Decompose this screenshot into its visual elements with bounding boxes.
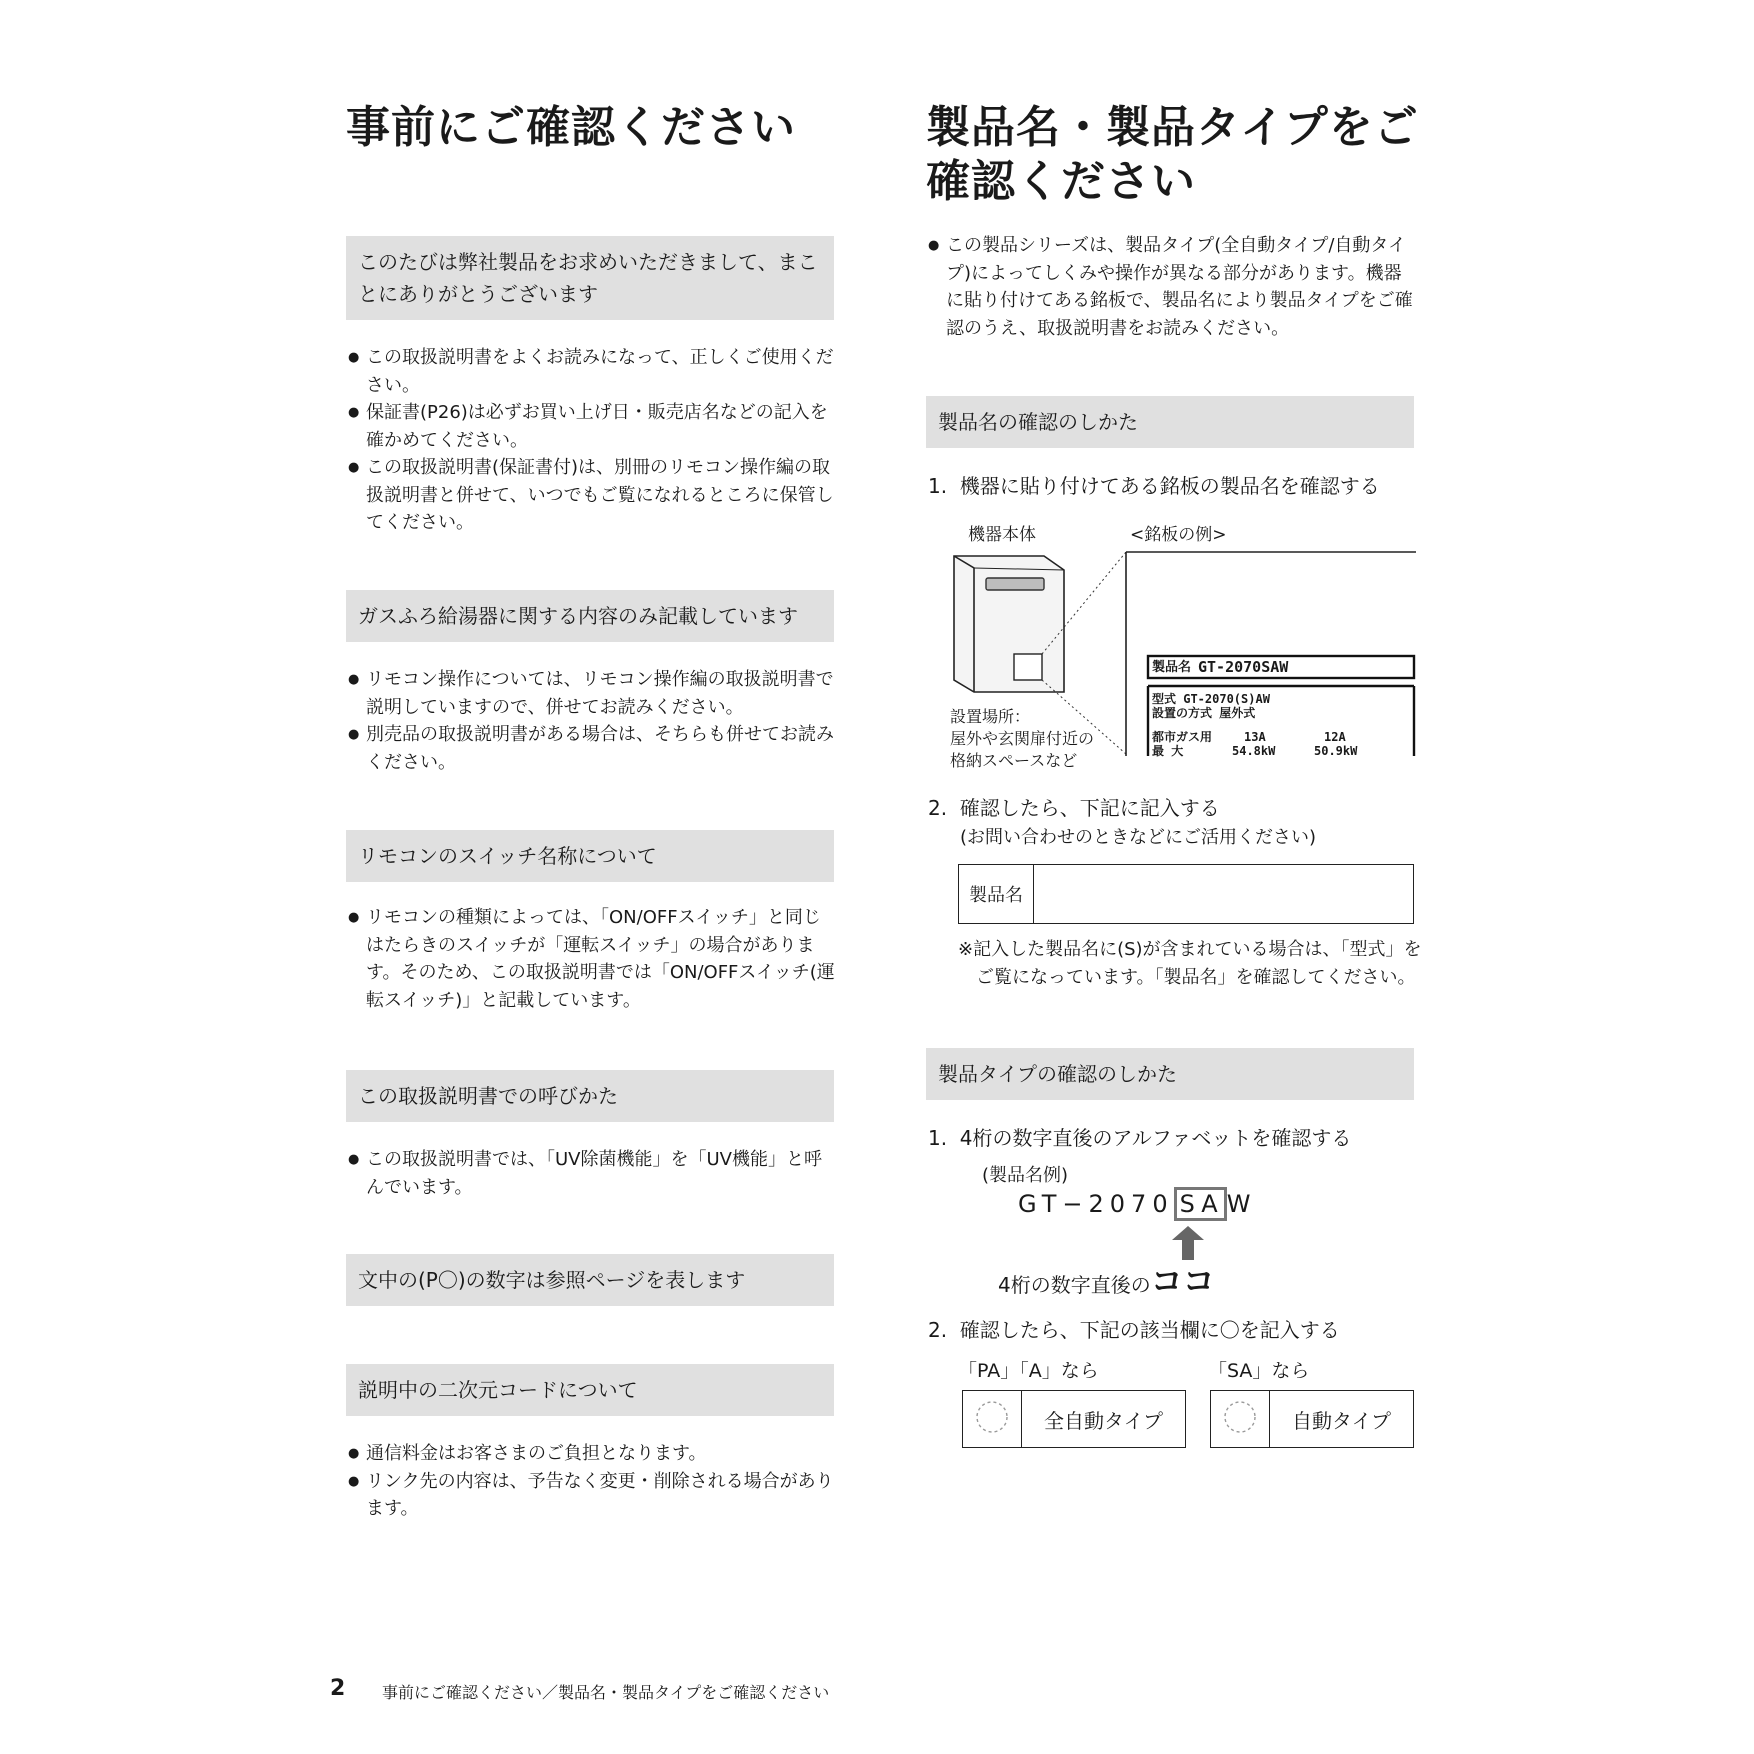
section-heading-product-type-text: 製品タイプの確認のしかた — [938, 1062, 1177, 1086]
section-heading-qr — [346, 1364, 834, 1416]
section-heading-product-name-text: 製品名の確認のしかた — [938, 410, 1138, 434]
example-label: (製品名例) — [982, 1165, 1069, 1186]
plate-install-line: 設置の方式 屋外式 — [1152, 706, 1256, 720]
option-b-box — [1210, 1390, 1414, 1448]
list-item: ● この取扱説明書(保証書付)は、別冊のリモコン操作編の取扱説明書と併せて、いつでもご覧になれるところに保管してください。 — [348, 454, 836, 537]
right-page-title-line1: 製品名・製品タイプをご — [926, 102, 1419, 153]
section-heading-thanks — [346, 236, 834, 320]
list-item: ● 保証書(P26)は必ずお買い上げ日・販売店名などの記入を確かめてください。 — [348, 399, 836, 454]
section-heading-product-type — [926, 1048, 1414, 1100]
product-name-record-table — [958, 864, 1414, 924]
location-label: 設置場所： — [950, 707, 1031, 726]
section-heading-gas — [346, 590, 834, 642]
product-name-field[interactable] — [1034, 865, 1414, 924]
unit-display-slot — [986, 578, 1044, 590]
unit-body-shape — [954, 556, 1064, 692]
plate-gas-12a: 12A — [1324, 730, 1346, 744]
section-heading-remote-switch — [346, 830, 834, 882]
option-a-label: 「PA」「A」なら — [958, 1360, 1099, 1382]
list-item: ● リモコンの種類によっては、「ON/OFFスイッチ」と同じはたらきのスイッチが「運転スイッチ」の場合があります。そのため、この取扱説明書では「ON/OFFスイッチ(運転スイッチ)」と記載しています。 — [348, 904, 836, 1014]
dashed-circle-icon — [1222, 1399, 1258, 1435]
pointer-caption — [998, 1256, 1215, 1302]
section-heading-naming — [346, 1070, 834, 1122]
example-model-suffix: W — [1226, 1190, 1257, 1218]
list-item: ● 通信料金はお客さまのご負担となります。 — [348, 1440, 836, 1468]
plate-gas-13a: 13A — [1244, 730, 1266, 744]
bullet-list-remote-switch — [348, 904, 836, 1014]
label-plate-example: <銘板の例> — [1130, 525, 1227, 545]
step2-product-name: 2. 確認したら、下記に記入する — [928, 796, 1220, 820]
section-heading-qr-text: 説明中の二次元コードについて — [358, 1378, 638, 1402]
step2-product-type: 2. 確認したら、下記の該当欄に〇を記入する — [928, 1318, 1340, 1342]
section-heading-thanks-text: このたびは弊社製品をお求めいただきまして、まことにありがとうございます — [358, 250, 818, 306]
plate-name-value: GT-2070SAW — [1198, 658, 1289, 676]
option-a-box — [962, 1390, 1186, 1448]
bullet-list-gas — [348, 666, 836, 776]
footer-text: 事前にご確認ください／製品名・製品タイプをご確認ください — [382, 1683, 830, 1702]
plate-model-line: 型式 GT-2070(S)AW — [1152, 692, 1270, 706]
option-b-circle-cell[interactable] — [1211, 1391, 1270, 1448]
up-arrow-icon — [1170, 1226, 1206, 1260]
pointer-big-text: ココ — [1150, 1262, 1215, 1300]
section-heading-page-ref — [346, 1254, 834, 1306]
option-b-type: 自動タイプ — [1270, 1391, 1414, 1448]
example-model — [1018, 1186, 1256, 1222]
plate-output-12a: 50.9kW — [1314, 744, 1358, 758]
list-item: ● 別売品の取扱説明書がある場合は、そちらも併せてお読みください。 — [348, 721, 836, 776]
section-heading-gas-text: ガスふろ給湯器に関する内容のみ記載しています — [358, 604, 798, 628]
location-text: 屋外や玄関扉付近の格納スペースなど — [950, 729, 1095, 770]
bullet-list-thanks — [348, 344, 836, 537]
plate-name-label: 製品名 — [1152, 660, 1192, 675]
list-item: ● リンク先の内容は、予告なく変更・削除される場合があります。 — [348, 1468, 836, 1523]
left-page-title: 事前にご確認ください — [346, 102, 796, 153]
page-number: 2 — [330, 1676, 346, 1701]
option-a-circle-cell[interactable] — [963, 1391, 1022, 1448]
section-heading-naming-text: この取扱説明書での呼びかた — [358, 1084, 618, 1108]
product-name-field-label: 製品名 — [959, 865, 1034, 924]
section-heading-page-ref-text: 文中の(P〇)の数字は参照ページを表します — [358, 1268, 746, 1292]
nameplate-position — [1014, 654, 1042, 680]
plate-gas-label: 都市ガス用 — [1152, 730, 1213, 744]
product-name-note: ※記入した製品名に(S)が含まれている場合は、「型式」をご覧になっています。「製品名」を確認してください。 — [958, 939, 1422, 988]
list-item: ● リモコン操作については、リモコン操作編の取扱説明書で説明していますので、併せてお読みください。 — [348, 666, 836, 721]
example-model-highlight: SA — [1174, 1187, 1227, 1221]
pointer-text: 4桁の数字直後の — [998, 1273, 1151, 1297]
step1-product-type: 1. 4桁の数字直後のアルファベットを確認する — [928, 1126, 1352, 1150]
list-item: ● この取扱説明書では、「UV除菌機能」を「UV機能」と呼んでいます。 — [348, 1146, 836, 1201]
dashed-circle-icon — [974, 1399, 1010, 1435]
bullet-list-naming — [348, 1146, 836, 1201]
example-model-prefix: GT−2070 — [1018, 1190, 1174, 1218]
section-heading-product-name — [926, 396, 1414, 448]
step1-product-name: 1. 機器に貼り付けてある銘板の製品名を確認する — [928, 474, 1380, 498]
option-b-label: 「SA」なら — [1208, 1360, 1310, 1382]
option-a-type: 全自動タイプ — [1022, 1391, 1186, 1448]
right-page-title-line2: 確認ください — [926, 156, 1196, 207]
list-item: ● この取扱説明書をよくお読みになって、正しくご使用ください。 — [348, 344, 836, 399]
step2-product-name-sub: (お問い合わせのときなどにご活用ください) — [960, 827, 1317, 848]
section-heading-remote-switch-text: リモコンのスイッチ名称について — [358, 844, 657, 868]
plate-output-13a: 54.8kW — [1232, 744, 1276, 758]
intro-bullet — [928, 232, 1416, 342]
bullet-list-qr — [348, 1440, 836, 1523]
label-unit: 機器本体 — [968, 525, 1036, 545]
intro-text: ● この製品シリーズは、製品タイプ(全自動タイプ/自動タイプ)によってしくみや操作が異なる部分があります。機器に貼り付けてある銘板で、製品名により製品タイプをご確認のうえ、取扱説明書をお読みください。 — [928, 232, 1416, 342]
plate-max-label: 最 大 — [1152, 744, 1184, 758]
